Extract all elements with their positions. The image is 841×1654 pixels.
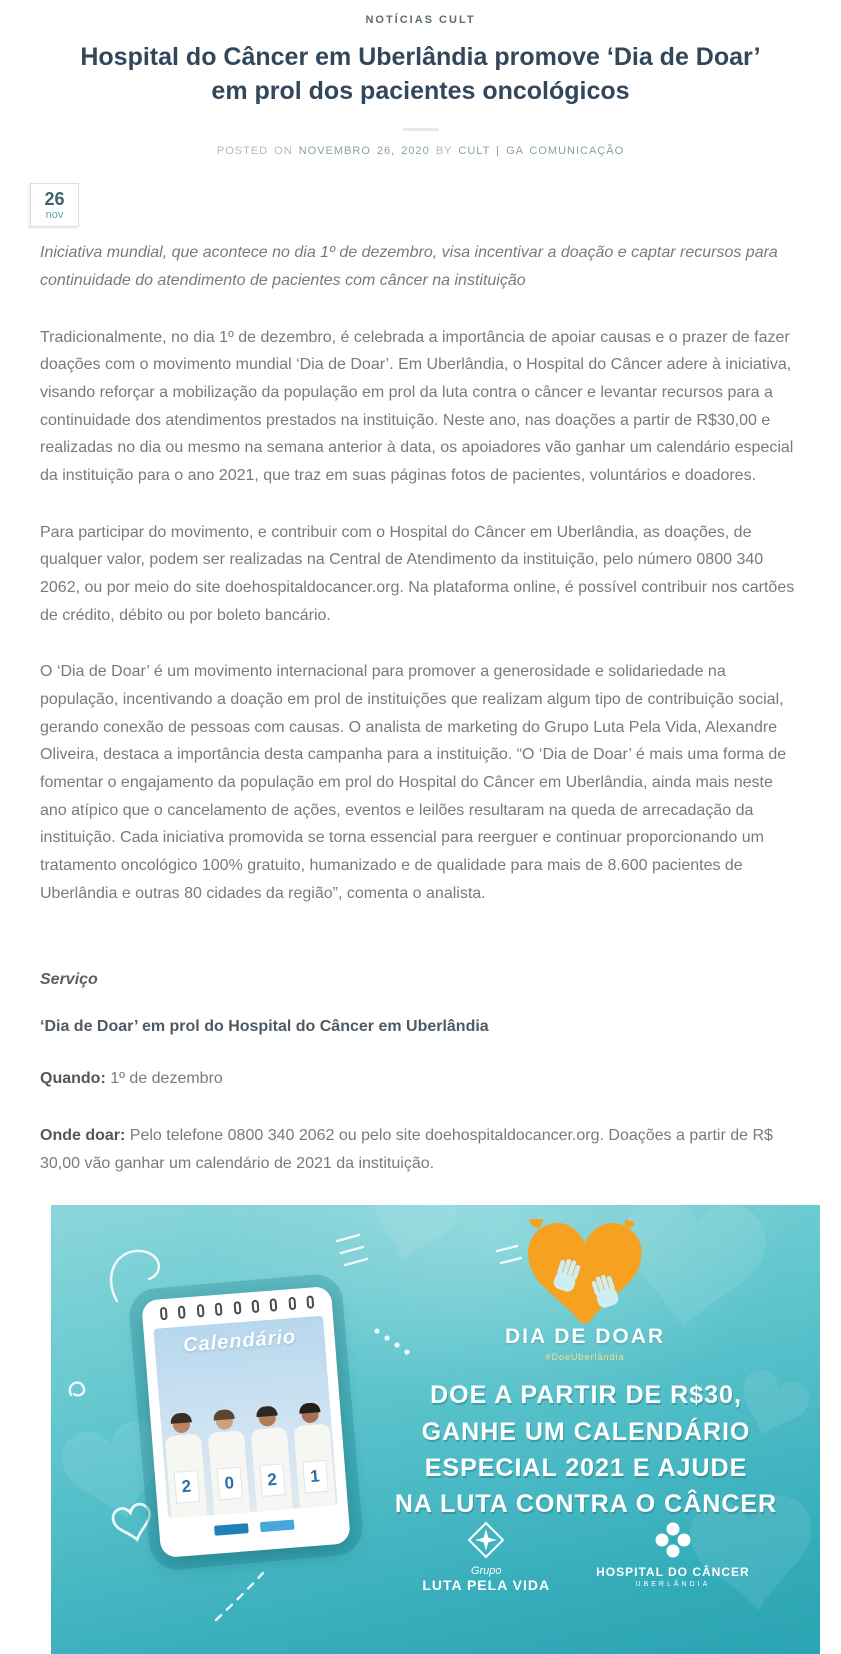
campaign-name: DIA DE DOAR — [504, 1325, 666, 1349]
headline-line: GANHE UM CALENDÁRIO — [421, 1417, 751, 1446]
person-figure — [206, 1412, 250, 1516]
person-head — [301, 1406, 319, 1424]
where-value: Pelo telefone 0800 340 2062 ou pelo site doehospitaldocancer.org. Doações a partir de R$ 30,00 vão ganhar um calendário de 2021 da instituição. — [40, 1126, 773, 1172]
headline-line: ESPECIAL 2021 E AJUDE — [424, 1453, 748, 1482]
paragraph-3: O ‘Dia de Doar’ é um movimento internacional para promover a generosidade e solidariedade na população, incentivando a doação em prol de instituições que realizam algum tipo de contribuição social, gerando conexão de pessoas com causas. O analista de marketing do Grupo Luta Pela Vida, Alexandre Oliveira, destaca a importância desta campanha para a instituição. “O ‘Dia de Doar’ é mais uma forma de fomentar o engajamento da população em prol do Hospital do Câncer em Uberlândia, ainda mais neste ano atípico que o cancelamento de ações, eventos e leilões resultaram na queda de arrecadação da instituição. Cada iniciativa promovida se torna essencial para reerguer e continuar proporcionando um tratamento oncológico 100% gratuito, humanizado e de qualidade para mais de 8.600 pacientes de Uberlândia e outras 80 cidades da região”, comenta o analista. — [40, 663, 787, 902]
paragraph-2: Para participar do movimento, e contribuir com o Hospital do Câncer em Uberlândia, as doações, de qualquer valor, podem ser realizadas na Central de Atendimento da instituição, pelo número 0800 340 2062, ou por meio do site doehospitaldocancer.org. Na plataforma online, é possível contribuir nos cartões de crédito, débito ou por boleto bancário. — [40, 523, 795, 624]
post-author-link[interactable]: CULT | GA COMUNICAÇÃO — [458, 145, 625, 157]
when-value: 1º de dezembro — [110, 1070, 223, 1088]
date-badge — [30, 183, 79, 227]
headline-line: NA LUTA CONTRA O CÂNCER — [394, 1490, 778, 1519]
post-content — [0, 239, 841, 1177]
date-badge-month: nov — [45, 208, 64, 221]
calendar-number: 2 — [259, 1464, 285, 1498]
person-figure — [291, 1405, 335, 1509]
banner-headline — [381, 1377, 791, 1522]
person-head — [258, 1409, 276, 1427]
when-line — [40, 1065, 801, 1093]
category-link[interactable]: NOTÍCIAS CULT — [365, 14, 476, 26]
post-date-link[interactable]: NOVEMBRO 26, 2020 — [298, 145, 430, 157]
post-header — [0, 0, 841, 157]
mini-logo-chip — [214, 1523, 249, 1536]
where-line — [40, 1122, 801, 1177]
when-label: Quando: — [40, 1070, 106, 1088]
campaign-hashtag: #DoeUberlândia — [545, 1352, 625, 1363]
paragraph-1: Tradicionalmente, no dia 1º de dezembro, é celebrada a importância de apoiar causas e o prazer de fazer doações com o movimento mundial ‘Dia de Doar’. Em Uberlândia, o Hospital do Câncer adere à iniciativa, visando reforçar a mobilização da população em prol da luta contra o câncer e levantar recursos para a continuidade dos atendimentos prestados na instituição. Neste ano, nas doações a partir de R$30,00 e realizadas no dia ou mesmo na semana anterior à data, os apoiadores vão ganhar um calendário especial da instituição para o ano 2021, que traz em suas páginas fotos de pacientes, voluntários e doadores. — [40, 328, 794, 484]
grupo-logo-icon — [466, 1520, 506, 1560]
posted-on-label: POSTED ON — [216, 145, 293, 157]
dia-de-doar-logo — [475, 1219, 695, 1362]
service-title: ‘Dia de Doar’ em prol do Hospital do Câncer em Uberlândia — [40, 1018, 489, 1036]
date-badge-day: 26 — [44, 189, 65, 209]
grupo-name: LUTA PELA VIDA — [422, 1577, 551, 1594]
campaign-banner-image — [51, 1205, 820, 1654]
heart-hands-icon — [525, 1219, 645, 1323]
calendar-graphic — [141, 1286, 351, 1558]
person-head — [172, 1416, 190, 1434]
title-divider — [403, 128, 439, 131]
lead-paragraph: Iniciativa mundial, que acontece no dia 1º de dezembro, visa incentivar a doação e captar recursos para continuidade do atendimento de pacientes com câncer na instituição — [40, 243, 778, 289]
headline-line: DOE A PARTIR DE R$30, — [430, 1381, 742, 1410]
hospital-city: UBERLÂNDIA — [635, 1581, 711, 1589]
banner-logos — [381, 1520, 791, 1593]
where-label: Onde doar: — [40, 1126, 126, 1144]
person-figure — [163, 1415, 207, 1519]
calendar-people — [159, 1388, 338, 1519]
calendar-number: 2 — [173, 1470, 199, 1504]
calendar-script-title: Calendário — [182, 1326, 298, 1357]
page-title: Hospital do Câncer em Uberlândia promove ‘Dia de Doar’ em prol dos pacientes oncológicos — [80, 43, 761, 105]
grupo-label: Grupo — [470, 1565, 502, 1578]
hospital-do-cancer-logo — [596, 1520, 750, 1588]
by-label: BY — [435, 145, 453, 157]
calendar-number: 1 — [302, 1460, 328, 1494]
person-head — [215, 1412, 233, 1430]
calendar-photo — [153, 1316, 337, 1519]
post-meta — [0, 145, 841, 157]
calendar-number: 0 — [216, 1467, 242, 1501]
person-figure — [249, 1408, 293, 1512]
hospital-name: HOSPITAL DO CÂNCER — [596, 1565, 750, 1580]
hospital-logo-icon — [653, 1520, 693, 1560]
service-heading: Serviço — [40, 971, 98, 989]
calendar-footer-logos — [169, 1512, 340, 1543]
grupo-luta-pela-vida-logo — [422, 1520, 550, 1593]
mini-logo-chip — [260, 1520, 295, 1533]
